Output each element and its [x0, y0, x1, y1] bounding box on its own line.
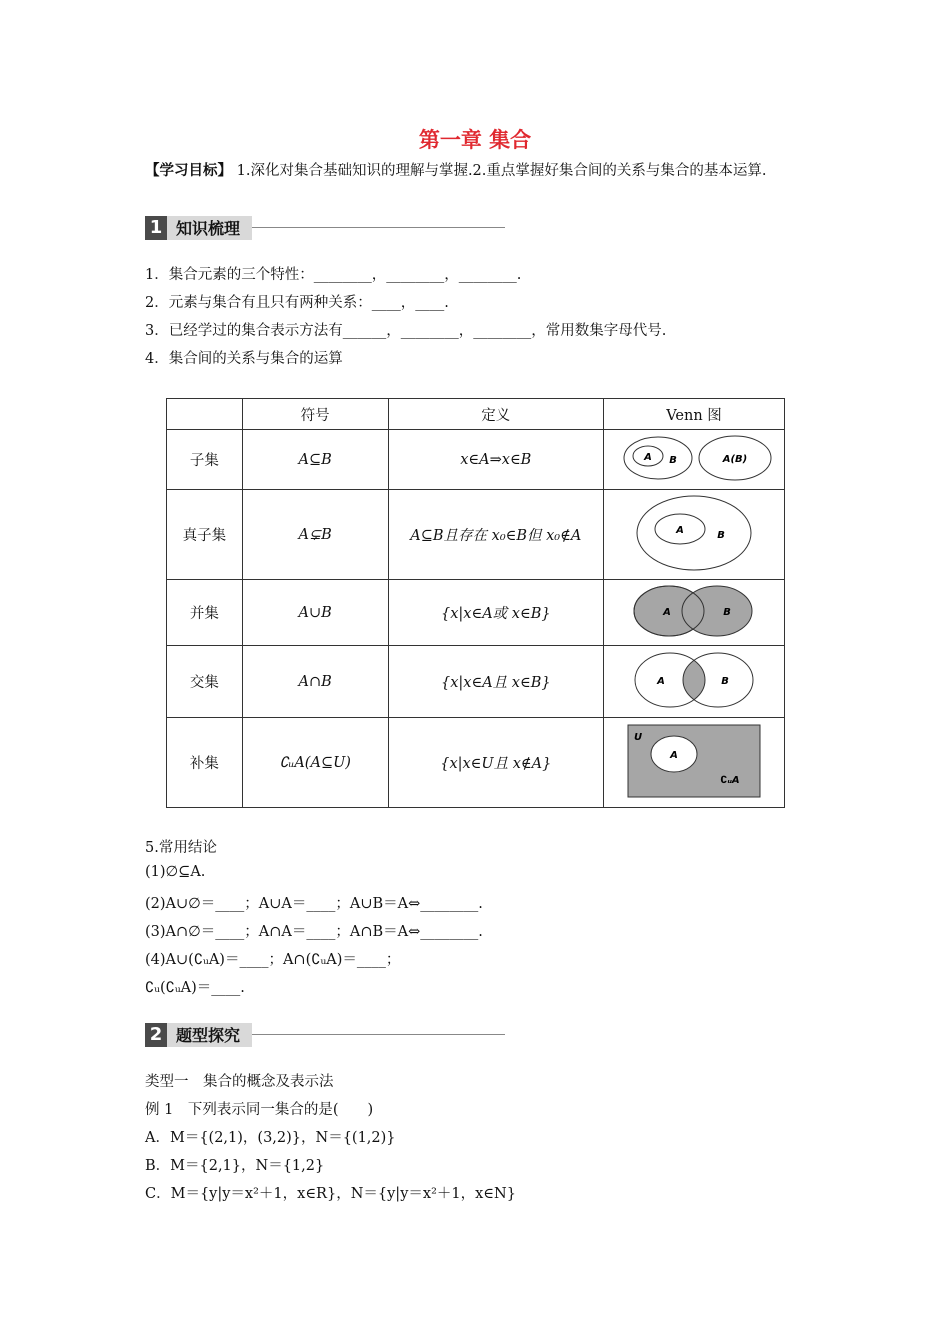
venn-label-complement: ∁ᵤA — [720, 774, 740, 786]
row-symbol: A∪B — [242, 580, 388, 646]
venn-subset — [604, 430, 785, 490]
row-name: 交集 — [167, 646, 243, 718]
row-definition: {x|x∈A且 x∈B} — [388, 646, 604, 718]
table-row — [167, 718, 785, 808]
section-number: 2 — [145, 1023, 167, 1047]
section-divider — [252, 1034, 505, 1035]
learning-goal — [145, 158, 817, 184]
example-option: A．M＝{(2,1)，(3,2)}，N＝{(1,2)} — [145, 1130, 396, 1146]
venn-label-a: A — [676, 524, 684, 536]
conclusions-heading: 5.常用结论 — [145, 840, 217, 856]
venn-label-a: A — [644, 451, 652, 463]
table-header-row — [167, 399, 785, 430]
row-name: 真子集 — [167, 490, 243, 580]
venn-label-b: B — [717, 529, 725, 541]
row-symbol: A⊊B — [242, 490, 388, 580]
example-option: C．M＝{y|y＝x²＋1，x∈R}，N＝{y|y＝x²＋1，x∈N} — [145, 1186, 516, 1202]
row-definition: {x|x∈U且 x∉A} — [388, 718, 604, 808]
row-symbol: A⊆B — [242, 430, 388, 490]
section-header-knowledge — [145, 215, 505, 240]
table-header — [167, 399, 243, 430]
knowledge-item: 1．集合元素的三个特性：________，________，________. — [145, 267, 522, 283]
learning-goal-text: 1.深化对集合基础知识的理解与掌握.2.重点掌握好集合间的关系与集合的基本运算. — [236, 163, 767, 179]
table-header: 定义 — [388, 399, 604, 430]
row-name: 子集 — [167, 430, 243, 490]
venn-union — [604, 580, 785, 646]
venn-intersection — [604, 646, 785, 718]
problem-type-heading: 类型一 集合的概念及表示法 — [145, 1074, 334, 1090]
venn-label-u: U — [633, 731, 643, 743]
conclusion-line: (1)∅⊆A. — [145, 864, 206, 880]
section-header-problem-types — [145, 1022, 505, 1047]
section-divider — [252, 227, 505, 228]
knowledge-item: 3．已经学过的集合表示方法有______，________，________，常用数集字母代号. — [145, 323, 667, 339]
venn-complement — [604, 718, 785, 808]
venn-label-a: A — [663, 606, 671, 618]
row-definition: {x|x∈A或 x∈B} — [388, 580, 604, 646]
example-option: B．M＝{2,1}，N＝{1,2} — [145, 1158, 325, 1174]
set-operations-table — [166, 398, 785, 808]
conclusion-line: ∁ᵤ(∁ᵤA)＝____. — [145, 980, 245, 996]
row-name: 并集 — [167, 580, 243, 646]
knowledge-item: 2．元素与集合有且只有两种关系：____，____. — [145, 295, 449, 311]
row-name: 补集 — [167, 718, 243, 808]
venn-label-a: A — [670, 749, 678, 761]
conclusion-line: (2)A∪∅＝____；A∪A＝____；A∪B＝A⇔________. — [145, 896, 483, 912]
learning-goal-label: 【学习目标】 — [145, 162, 232, 179]
venn-label-a: A — [657, 675, 665, 687]
table-row — [167, 430, 785, 490]
conclusion-line: (3)A∩∅＝____；A∩A＝____；A∩B＝A⇔________. — [145, 924, 483, 940]
row-symbol: A∩B — [242, 646, 388, 718]
section-name: 题型探究 — [167, 1023, 252, 1047]
row-definition: x∈A⇒x∈B — [388, 430, 604, 490]
venn-proper-subset — [604, 490, 785, 580]
venn-label-b: B — [669, 454, 677, 466]
venn-label-b: B — [721, 675, 729, 687]
table-row — [167, 580, 785, 646]
table-header: 符号 — [242, 399, 388, 430]
section-number: 1 — [145, 216, 167, 240]
table-row — [167, 646, 785, 718]
example-question: 例 1 下列表示同一集合的是( ) — [145, 1102, 374, 1118]
venn-label-ab: A(B) — [722, 453, 748, 465]
row-symbol: ∁ᵤA(A⊆U) — [242, 718, 388, 808]
chapter-title: 第一章 集合 — [418, 128, 532, 152]
venn-label-b: B — [723, 606, 731, 618]
table-row — [167, 490, 785, 580]
row-definition: A⊆B且存在 x₀∈B但 x₀∉A — [388, 490, 604, 580]
section-name: 知识梳理 — [167, 216, 252, 240]
table-header: Venn 图 — [604, 399, 785, 430]
conclusion-line: (4)A∪(∁ᵤA)＝____；A∩(∁ᵤA)＝____； — [145, 952, 401, 968]
knowledge-item: 4．集合间的关系与集合的运算 — [145, 351, 343, 367]
